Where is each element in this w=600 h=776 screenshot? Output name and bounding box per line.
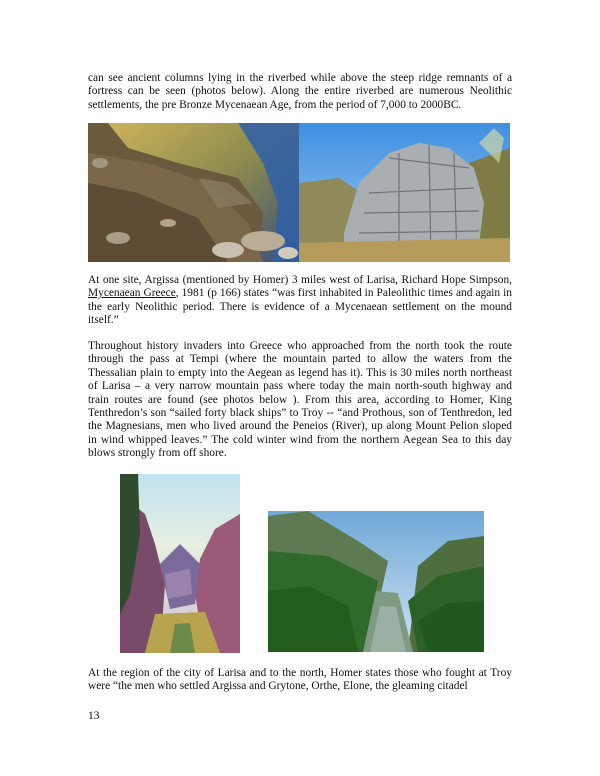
photo-peneios-river-valley [268, 511, 484, 652]
photo-gorge-painting [120, 474, 240, 653]
paragraph-argissa [88, 274, 512, 328]
argissa-text-after: , 1981 (p 166) states “was first inhabited in Paleolithic times and again in the early Neolithic period. There is evidence of a Mycenaean settlement on the mound itself.” [88, 287, 512, 327]
book-title-mycenaean-greece: Mycenaean Greece [88, 287, 176, 300]
paragraph-tempi-pass: Throughout history invaders into Greece who approached from the north took the route through the pass at Tempi (where the mountain parted to allow the waters from the Thessalian plain to empty into the Aegean as legend has it). This is 30 miles north northeast of Larisa – a very narrow mountain pass where today the main north-south highway and train routes are found (see photos below ). From this area, according to Homer, King Tenthredon’s son “sailed forty black ships” to Troy -- “and Prothous, son of Tenthredon, led the Magnesians, men who lived around the Peneios (River), up along Mount Pelion sloped in wind whipped leaves.” The cold winter wind from the northern Aegean Sea to this day blows strongly from off shore. [88, 340, 512, 460]
paragraph-riverbed: can see ancient columns lying in the riverbed while above the steep ridge remnants of a fortress can be seen (photos below). Along the entire riverbed are numerous Neolithic settlements, the pre Bronze Mycenaean Age, from the period of 7,000 to 2000BC. [88, 72, 512, 111]
argissa-text-before: At one site, Argissa (mentioned by Homer) 3 miles west of Larisa, Richard Hope Simpson, [88, 274, 512, 286]
photo-riverbed-rocks [88, 123, 299, 262]
page-number: 13 [88, 710, 100, 722]
paragraph-larisa-region: At the region of the city of Larisa and to the north, Homer states those who fought at Troy were “the men who settled Argissa and Grytone, Orthe, Elone, the gleaming citadel [88, 667, 512, 693]
photo-fortress-wall [299, 123, 510, 262]
